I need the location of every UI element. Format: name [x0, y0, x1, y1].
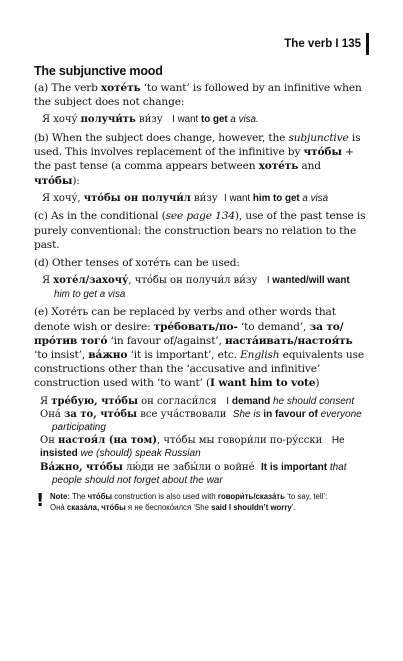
- example-e-2: Она́ за то, что́бы все уча́ствовали She is in favour of everyone participating: [40, 408, 362, 434]
- header-rule: [366, 33, 369, 55]
- paragraph-a: (a) The verb хоте́ть ‘to want’ is followed by an infinitive when the subject does not change:: [34, 82, 362, 109]
- example-e-4: Ва́жно, что́бы лю́ди не забы́ли о войне́ It is important that people should not forget about the war: [40, 461, 347, 486]
- note-line-1: Note: The что́бы construction is also used with говори́ть/сказа́ть ‘to say, tell’:: [50, 492, 328, 502]
- example-list-e: [40, 395, 366, 487]
- example-b: Я хочу́, что́бы он получи́л ви́зу I want him to get a visa: [42, 192, 329, 204]
- paragraph-c: (c) As in the conditional (see page 134), use of the past tense is purely conventional: the construction bears no relation to the past.: [34, 210, 366, 251]
- example-a: Я хочу́ получи́ть ви́зу I want to get a visa.: [42, 114, 259, 126]
- page-content: [34, 64, 366, 513]
- paragraph-d: (d) Other tenses of хоте́ть can be used:: [34, 257, 240, 270]
- example-e-3: Он настоя́л (на том), что́бы мы говори́ли по-ру́сски He insisted we (should) speak Russian: [40, 435, 345, 460]
- exclamation-icon: !: [36, 490, 45, 512]
- note-box: [34, 491, 366, 513]
- example-e-1: Я тре́бую, что́бы он согласи́лся I demand he should consent: [40, 395, 355, 407]
- running-head: The verb I 135: [284, 38, 361, 50]
- paragraph-e: (e) Хоте́ть can be replaced by verbs and other words that denote wish or desire: тре́бовать/по- ‘to demand’, за то/про́тив того́ ‘in favour of/against’, наста́ивать/настоя́ть ‘to insist’, ва́жно ‘it is important’, etc. English equivalents use constructions other than the ‘accusative and infinitive’ construction used with ‘to want’ (I want him to vote): [34, 306, 365, 390]
- section-title: The subjunctive mood: [34, 64, 163, 78]
- page-header: [284, 33, 369, 55]
- example-d: Я хоте́л/захочу́, что́бы он получи́л ви́зу I wanted/will want him to get a visa: [42, 275, 350, 300]
- note-line-2: Она́ сказа́ла, что́бы я не беспоко́ился ‘She said I shouldn’t worry’.: [50, 503, 296, 513]
- paragraph-b: (b) When the subject does change, however, the subjunctive is used. This involves replacement of the infinitive by что́бы + the past tense (a comma appears between хоте́ть and что́бы):: [34, 132, 361, 187]
